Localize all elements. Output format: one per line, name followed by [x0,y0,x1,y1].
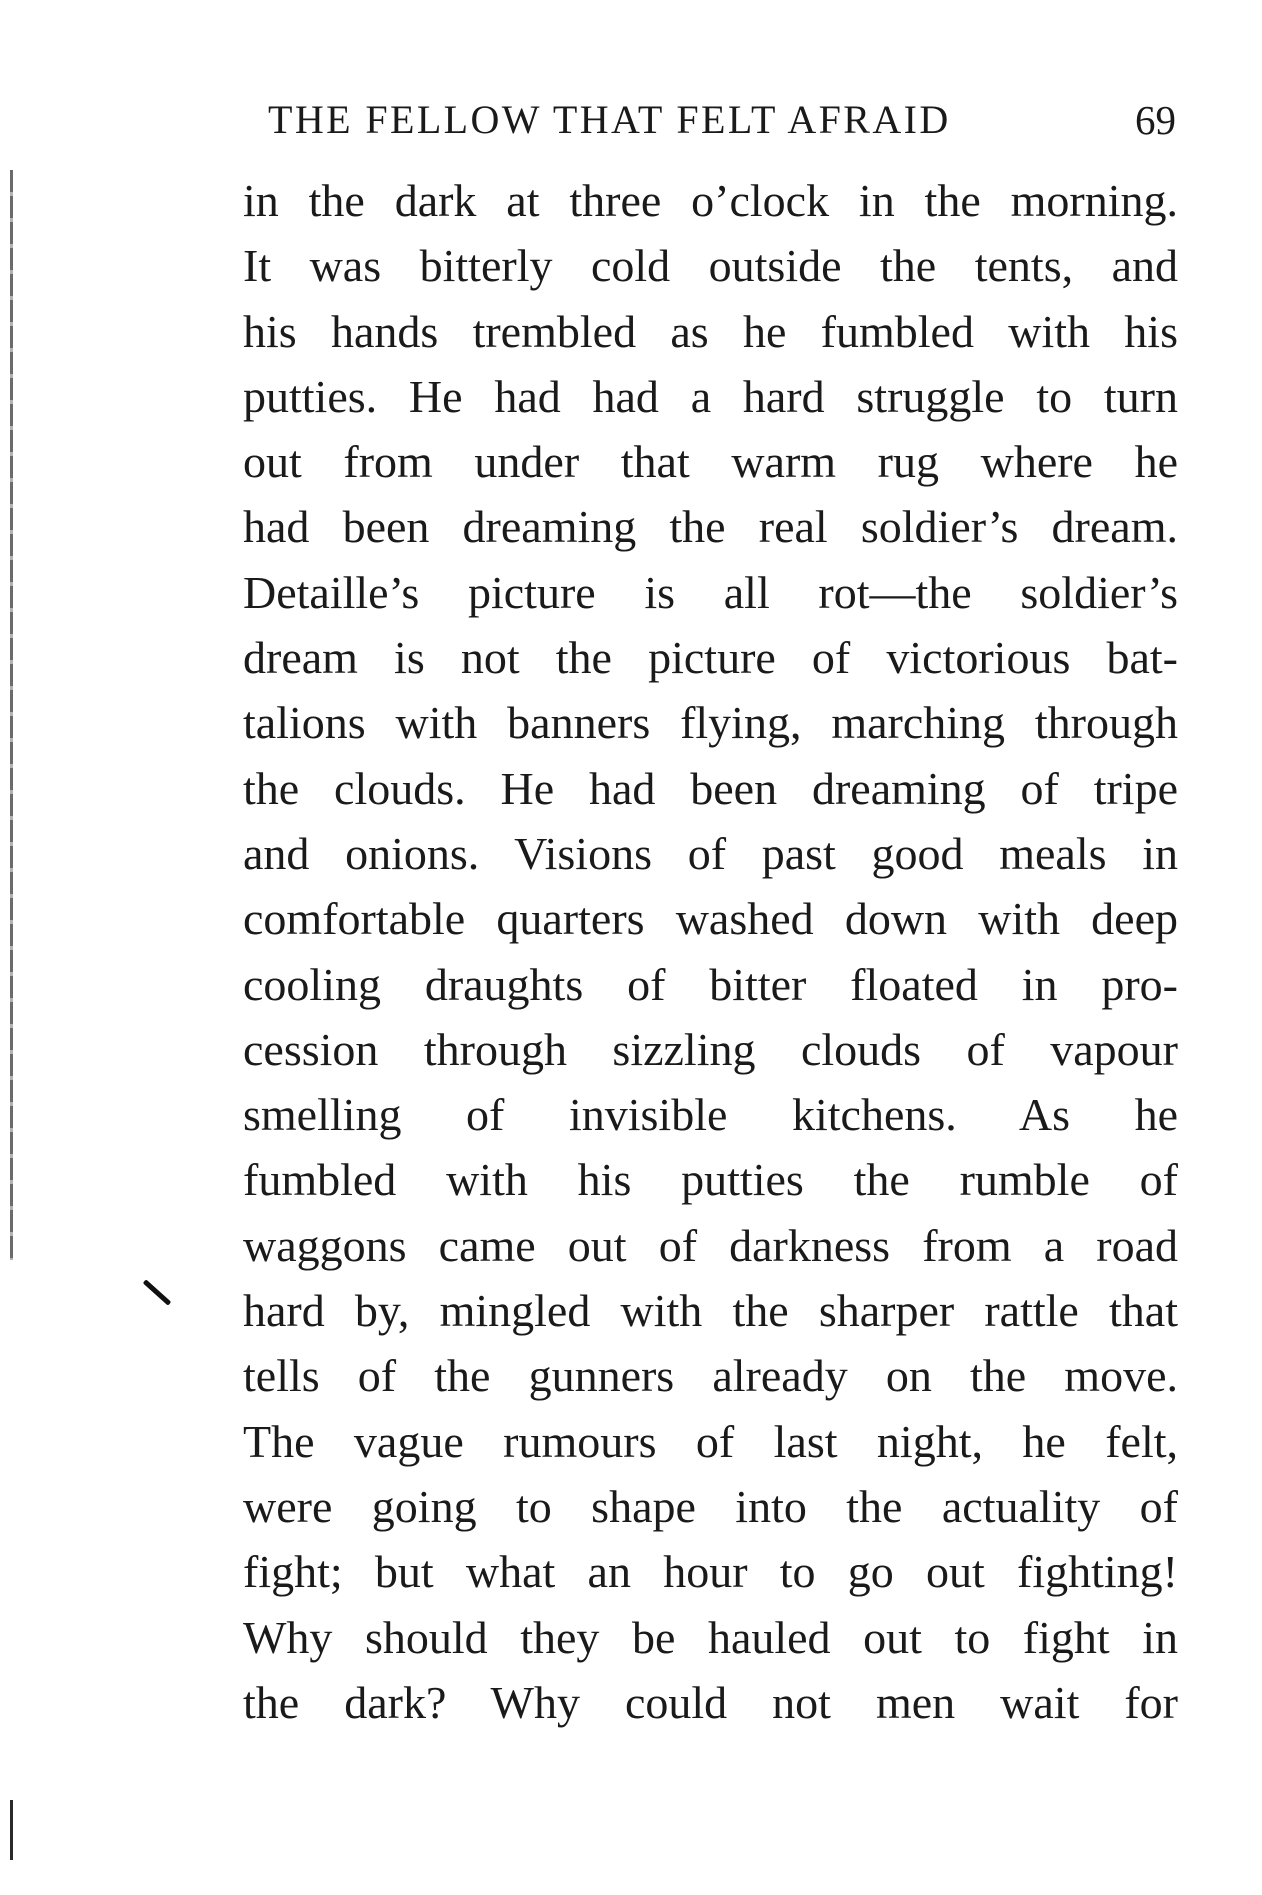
text-line: the dark? Why could not men wait for [243,1676,1178,1728]
text-line: and onions. Visions of past good meals in [243,827,1178,879]
text-line: the clouds. He had been dreaming of tripe [243,762,1178,814]
text-line: his hands trembled as he fumbled with his [243,305,1178,357]
text-line: putties. He had had a hard struggle to turn [243,370,1178,422]
text-line: Detaille’s picture is all rot—the soldier’s [243,566,1178,618]
text-line: had been dreaming the real soldier’s dream. [243,501,1178,553]
binding-edge-mark [10,1800,13,1860]
text-line: tells of the gunners already on the move. [243,1350,1178,1402]
text-line: out from under that warm rug where he [243,436,1178,488]
text-line: comfortable quarters washed down with deep [243,893,1178,945]
running-title: THE FELLOW THAT FELT AFRAID [268,97,951,142]
running-header [268,92,1176,148]
text-line: It was bitterly cold outside the tents, and [243,240,1178,292]
body-paragraph [243,168,1178,1735]
page-number: 69 [1135,97,1176,143]
text-line: hard by, mingled with the sharper rattle that [243,1285,1178,1337]
text-line: in the dark at three o’clock in the morning. [243,175,1178,226]
binding-edge-shadow [10,170,13,1260]
text-line: waggons came out of darkness from a road [243,1219,1178,1271]
text-line: fight; but what an hour to go out fighting! [243,1546,1178,1598]
text-line: The vague rumours of last night, he felt, [243,1415,1178,1467]
stray-ink-mark [143,1279,172,1305]
text-line: cession through sizzling clouds of vapour [243,1023,1178,1075]
text-line: were going to shape into the actuality of [243,1480,1178,1532]
text-line: Why should they be hauled out to fight in [243,1611,1178,1663]
text-line: smelling of invisible kitchens. As he [243,1089,1178,1141]
text-line: dream is not the picture of victorious bat- [243,632,1178,684]
text-line: fumbled with his putties the rumble of [243,1154,1178,1206]
text-line: cooling draughts of bitter floated in pro- [243,958,1178,1010]
text-line: talions with banners flying, marching through [243,697,1178,749]
